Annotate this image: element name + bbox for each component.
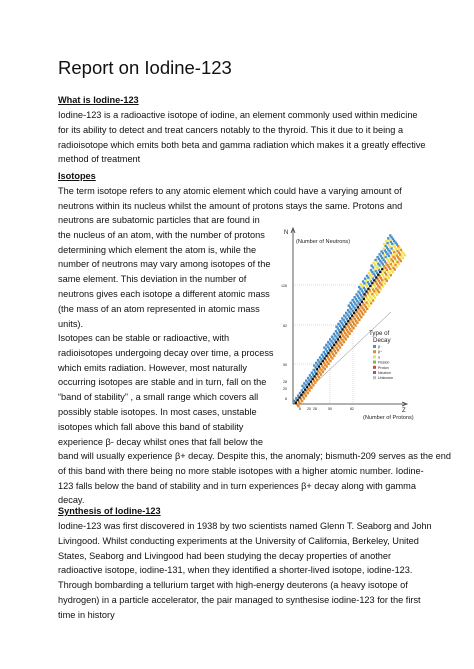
nuclide-cell <box>353 296 355 298</box>
text-line: decay. <box>58 495 85 506</box>
section-paragraph-isotopes-intro <box>58 184 418 214</box>
text-line: hydrogen) in a particle accelerator, the pair managed to synthesise iodine-123 for the first <box>58 594 421 605</box>
nuclide-cell <box>370 269 372 271</box>
nuclide-cell <box>389 234 391 236</box>
legend-swatch <box>373 345 376 348</box>
nuclide-cell <box>364 277 366 279</box>
nuclide-cell <box>329 338 331 340</box>
nuclide-cell <box>368 272 370 274</box>
text-line: same element. This deviation in the number of <box>58 274 247 285</box>
nuclide-cell <box>382 247 384 249</box>
nuclide-cell <box>339 320 341 322</box>
section-heading-what-is: What is Iodine-123 <box>58 95 139 105</box>
section-paragraph-isotopes-a <box>58 213 278 331</box>
section-paragraph-isotopes-b <box>58 331 278 449</box>
decay-legend <box>369 330 393 380</box>
nuclide-cell <box>309 374 311 376</box>
nuclide-cell <box>317 359 319 361</box>
text-line: radioisotope which emits both beta and gamma radiation which makes it a greatly effective <box>58 139 426 150</box>
x-axis-label: (Number of Protons) <box>363 415 414 420</box>
nuclide-cell <box>311 372 313 374</box>
section-paragraph-isotopes-c <box>58 449 451 508</box>
legend-swatch <box>373 361 376 364</box>
text-line: Isotopes can be stable or radioactive, with <box>58 333 230 343</box>
legend-swatch <box>373 350 376 353</box>
nuclide-cell <box>362 280 364 282</box>
text-line: of this band with there being no more stable isotopes with a higher atomic number. Iodine- <box>58 465 424 476</box>
text-line: possibly stable isotopes. In most cases, unstable <box>58 406 257 417</box>
text-line: determining which element the atom is, while the <box>58 244 257 255</box>
text-line: which emits radiation. However, most naturally <box>58 362 247 373</box>
nuclide-cell <box>337 323 339 325</box>
y-tick-label: 50 <box>283 363 287 367</box>
legend-label: α <box>378 355 381 360</box>
nuclide-cell <box>319 356 321 358</box>
nuclide-band <box>293 234 406 407</box>
legend-swatch <box>373 371 376 374</box>
legend-label: Proton <box>378 365 389 370</box>
legend-title <box>369 330 391 344</box>
nuclide-cell <box>293 400 295 402</box>
nuclide-cell <box>360 283 362 285</box>
nuclide-cell <box>345 312 347 314</box>
legend-label: Neutron <box>378 371 391 375</box>
nuclide-cell <box>358 286 360 288</box>
legend-label: Fission <box>378 360 390 365</box>
nuclide-cell <box>374 259 376 261</box>
nuclide-cell <box>385 240 387 242</box>
nuclide-cell <box>323 346 325 348</box>
text-line: 123 falls below the band of stability and in turn experiences β+ decay along with gamma <box>58 480 416 491</box>
text-line: occurring isotopes are stable and in turn, fall on the <box>58 377 267 388</box>
text-line: number of neutrons may vary among isotopes of the <box>58 259 271 270</box>
nuclide-cell <box>341 317 343 319</box>
text-line: “band of stability” , a small range which covers all <box>58 392 259 403</box>
x-tick-label: 8 <box>299 407 301 411</box>
nuclide-cell <box>357 290 359 292</box>
y-tick-label: 28 <box>283 380 287 384</box>
nuclide-cell <box>350 302 352 304</box>
legend-label: β⁻ <box>378 345 382 349</box>
legend-swatch <box>373 355 376 358</box>
legend-swatch <box>373 366 376 369</box>
text-line: States, Seaborg and Livingood had been studying the decay properties of another <box>58 550 392 561</box>
section-paragraph-what-is <box>58 108 426 167</box>
text-line: isotopes which fall above this band of stability <box>58 421 244 432</box>
nuclide-cell <box>348 304 350 306</box>
section-paragraph-synthesis <box>58 519 432 623</box>
legend-label: β⁺ <box>378 350 382 355</box>
legend-swatch <box>373 376 376 379</box>
text-line: band will usually experience β+ decay. Despite this, the anomaly; bismuth-209 serves as the end <box>58 451 451 461</box>
text-line: Livingood. Whilst conducting experiments at the University of California, Berkeley, United <box>58 535 419 546</box>
nuclide-cell <box>355 293 357 295</box>
x-tick-label: 50 <box>328 407 332 411</box>
legend-title-text-line2: Decay <box>373 337 391 344</box>
nuclide-cell <box>313 364 315 366</box>
nuclide-cell <box>383 243 385 245</box>
y-tick-label: 8 <box>285 397 287 401</box>
legend-label: Unknown <box>378 376 393 381</box>
band-of-stability-figure <box>281 222 421 420</box>
text-line: The term isotope refers to any atomic element which could have a varying amount of <box>58 186 402 196</box>
nuclide-cell <box>323 351 325 353</box>
text-line: the nucleus of an atom, with the number of protons <box>58 229 265 240</box>
nuclide-cell <box>325 344 327 346</box>
x-tick-label: 20 <box>307 407 311 411</box>
y-axis-letter: N <box>284 230 289 236</box>
text-line: radioactive isotope, iodine-131, when they identified a shorter-lived isotope, iodine-123. <box>58 565 413 576</box>
text-line: Through bombarding a tellurium target with high-energy deuterons (a heavy isotope of <box>58 580 408 591</box>
x-axis-letter: Z <box>402 408 406 414</box>
nuclide-cell <box>295 397 297 399</box>
nuclide-cell <box>347 309 349 311</box>
nuclide-cell <box>303 382 305 384</box>
text-line: (the mass of an atom represented in atomic mass <box>58 303 260 314</box>
nuclide-cell <box>335 325 337 327</box>
text-line: Iodine-123 is a radioactive isotope of iodine, an element commonly used within medicine <box>58 110 418 120</box>
nuclide-cell <box>333 333 335 335</box>
y-tick-label: 82 <box>283 324 287 328</box>
text-line: time in history <box>58 609 115 620</box>
nuclide-cell <box>321 354 323 356</box>
nuclide-cell <box>351 299 353 301</box>
y-tick-label: 20 <box>283 387 287 391</box>
text-line: method of treatment <box>58 154 141 165</box>
nuclide-cell <box>305 379 307 381</box>
x-tick-label: 28 <box>313 407 317 411</box>
text-line: neutrons gives each isotope a different atomic mass <box>58 288 270 299</box>
document-title: Report on Iodine-123 <box>58 57 232 78</box>
nuclide-cell <box>313 369 315 371</box>
nuclide-cell <box>327 341 329 343</box>
text-line: Iodine-123 was first discovered in 1938 by two scientists named Glenn T. Seaborg and John <box>58 521 432 531</box>
nuclide-cell <box>307 377 309 379</box>
nuclide-cell <box>301 389 303 391</box>
nuclide-cell <box>366 275 368 277</box>
nuclide-cell <box>376 256 378 258</box>
nuclide-cell <box>370 264 372 266</box>
nuclide-cell <box>380 250 382 252</box>
legend-title-text: Type of <box>369 330 390 337</box>
nuclide-cell <box>378 253 380 255</box>
text-line: units). <box>58 318 84 329</box>
text-line: neutrons are subatomic particles that are found in <box>58 215 260 225</box>
y-tick-label: 126 <box>281 284 287 288</box>
x-tick-label: 82 <box>350 407 354 411</box>
y-axis-label: (Number of Neutrons) <box>296 239 351 245</box>
nuclide-cell <box>315 362 317 364</box>
nuclide-cell <box>297 394 299 396</box>
nuclide-cell <box>331 336 333 338</box>
section-heading-synthesis: Synthesis of Iodine-123 <box>58 506 161 516</box>
nuclide-cell <box>387 237 389 239</box>
text-line: neutrons within its nucleus whilst the amount of protons stays the same. Protons and <box>58 200 403 211</box>
section-heading-isotopes: Isotopes <box>58 171 96 181</box>
text-line: for its ability to detect and treat cancers notably to the thyroid. This it due to it being a <box>58 124 404 135</box>
text-line: experience β- decay whilst ones that fall below the <box>58 436 263 447</box>
nuclide-cell <box>335 330 337 332</box>
nuclide-cell <box>301 385 303 387</box>
nuclide-cell <box>299 392 301 394</box>
nuclide-cell <box>343 314 345 316</box>
nuclide-cell <box>372 262 374 264</box>
text-line: radioisotopes undergoing decay over time, a process <box>58 347 274 358</box>
